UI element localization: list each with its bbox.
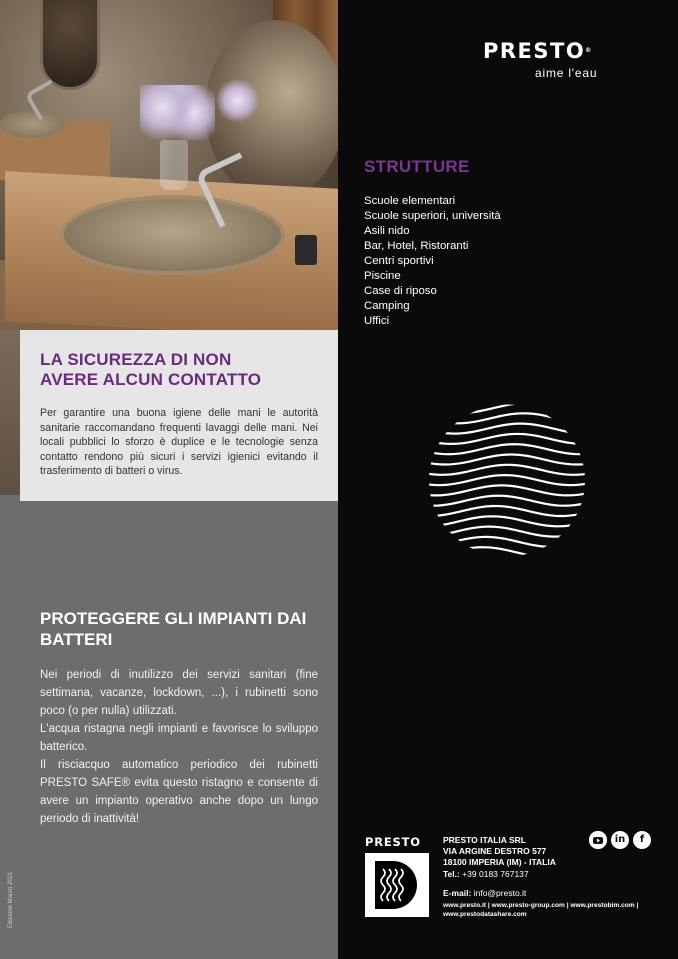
wave-line bbox=[428, 434, 586, 444]
company-info bbox=[443, 835, 556, 880]
wave-line bbox=[428, 506, 586, 516]
wave-line bbox=[428, 413, 586, 423]
protect-paragraph: Il risciacquo automatico periodico dei rubinetti PRESTO SAFE® evita questo ristagno e consente di avere un impianto operativo anche dopo un lungo periodo di inattività! bbox=[40, 759, 318, 825]
strutture-title: STRUTTURE bbox=[364, 157, 470, 176]
address-line: VIA ARGINE DESTRO 577 bbox=[443, 846, 547, 857]
list-item: Piscine bbox=[364, 270, 401, 282]
email-link[interactable]: info@presto.it bbox=[473, 888, 527, 898]
wave-line bbox=[428, 455, 586, 465]
wave-line bbox=[428, 465, 586, 475]
edition-note: Edizione Marzo 2021 bbox=[8, 871, 14, 928]
address-line: 18100 IMPERIA (IM) - ITALIA bbox=[443, 857, 556, 868]
logo-word: PRESTO bbox=[483, 39, 586, 63]
wave-line bbox=[428, 516, 586, 526]
protect-paragraph: Nei periodi di inutilizzo dei servizi sanitari (fine settimana, vacanze, lockdown, ...), i rubinetti sono poco (o per nulla) utilizzati. bbox=[40, 669, 318, 717]
email: E-mail: info@presto.it bbox=[443, 888, 527, 898]
list-item: Bar, Hotel, Ristoranti bbox=[364, 240, 469, 252]
wave-line bbox=[428, 527, 586, 537]
wave-line bbox=[428, 424, 586, 434]
wave-line bbox=[428, 496, 586, 506]
youtube-icon[interactable] bbox=[589, 831, 607, 849]
wave-line bbox=[428, 547, 586, 557]
presto-d-logo bbox=[365, 853, 429, 917]
list-item: Centri sportivi bbox=[364, 255, 434, 267]
list-item: Scuole elementari bbox=[364, 195, 456, 207]
list-item: Asili nido bbox=[364, 225, 410, 237]
strutture-list bbox=[364, 194, 501, 329]
list-item: Scuole superiori, università bbox=[364, 210, 501, 222]
registered-mark: ® bbox=[585, 47, 593, 54]
linkedin-icon[interactable]: in bbox=[611, 831, 629, 849]
safety-body: Per garantire una buona igiene delle mani le autorità sanitarie raccomandano frequenti lavaggi delle mani. Nei locali pubblici lo sforzo è duplice e le tecnologie senza contatto rendono più sicuri i servizi igienici evitando il trasferimento di batteri o virus. bbox=[40, 407, 318, 477]
wave-line bbox=[428, 475, 586, 485]
facebook-icon[interactable]: f bbox=[633, 831, 651, 849]
protect-title: PROTEGGERE GLI IMPIANTI DAI BATTERI bbox=[40, 609, 307, 649]
presto-mini-logo: PRESTO bbox=[365, 835, 421, 849]
phone: Tel.: +39 0183 767137 bbox=[443, 868, 529, 879]
protect-paragraph: L'acqua ristagna negli impianti e favorisce lo sviluppo batterico. bbox=[40, 723, 318, 753]
wave-line bbox=[428, 537, 586, 547]
safety-title: LA SICUREZZA DI NON AVERE ALCUN CONTATTO bbox=[40, 350, 262, 389]
website-links[interactable]: www.presto.it | www.presto-group.com | www.prestobim.com | www.prestodatashare.com bbox=[443, 902, 639, 918]
list-item: Camping bbox=[364, 300, 410, 312]
presto-logo bbox=[483, 39, 598, 80]
company-name: PRESTO ITALIA SRL bbox=[443, 835, 526, 845]
wave-line bbox=[428, 444, 586, 454]
social-links bbox=[589, 831, 651, 849]
list-item: Uffici bbox=[364, 315, 390, 327]
logo-tagline: aime l'eau bbox=[535, 66, 598, 80]
wave-line bbox=[428, 403, 586, 413]
wave-circle-graphic bbox=[428, 403, 586, 558]
list-item: Case di riposo bbox=[364, 285, 437, 297]
wave-line bbox=[428, 485, 586, 495]
protect-body bbox=[40, 666, 318, 828]
safety-info-box bbox=[20, 330, 338, 501]
